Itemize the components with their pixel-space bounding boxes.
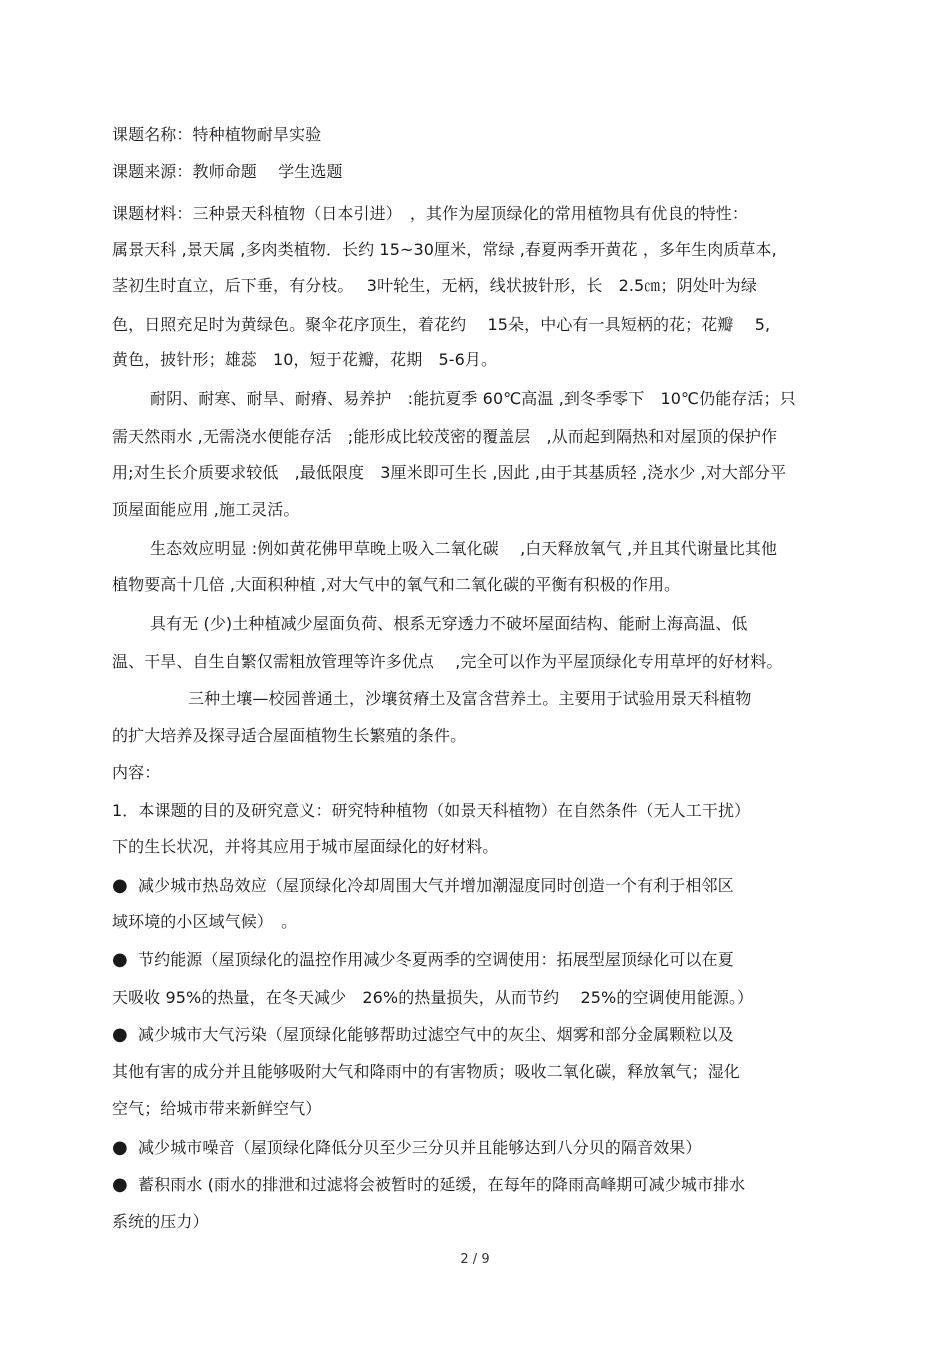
- list-item-text: 减少城市噪音（屋顶绿化降低分贝至少三分贝并且能够达到八分贝的隔音效果）: [138, 1138, 702, 1157]
- text-line: 生态效应明显 :例如黄花佛甲草晚上吸入二氧化碳 ,白天释放氧气 ,并且其代谢量比其他: [150, 539, 778, 558]
- text-line: 下的生长状况，并将其应用于城市屋面绿化的好材料。: [112, 837, 499, 856]
- text-line: 属景天科 ,景天属 ,多肉类植物．长约 15~30厘米，常绿 ,春夏两季开黄花 ，多年生肉质草本,: [112, 240, 777, 259]
- text-line: 用;对生长介质要求较低 ,最低限度 3厘米即可生长 ,因此 ,由于其基质轻 ,浇水少 ,对大部分平: [112, 463, 787, 482]
- text-line: 需天然雨水 ,无需浇水便能存活 ;能形成比较茂密的覆盖层 ,从而起到隔热和对屋顶的保护作: [112, 427, 778, 446]
- text-line: 天吸收 95%的热量，在冬天减少 26%的热量损失，从而节约 25%的空调使用能源。）: [112, 988, 754, 1007]
- list-item-text: 减少城市热岛效应（屋顶绿化冷却周围大气并增加潮湿度同时创造一个有利于相邻区: [138, 876, 734, 895]
- text-line: 空气；给城市带来新鲜空气）: [112, 1099, 322, 1118]
- text-line: 色，日照充足时为黄绿色。聚伞花序顶生，着花约 15朵，中心有一具短柄的花；花瓣 5,: [112, 315, 771, 334]
- list-item: [112, 1175, 745, 1195]
- text-line: 植物要高十几倍 ,大面积种植 ,对大气中的氧气和二氧化碳的平衡有积极的作用。: [112, 575, 681, 594]
- text-line: 黄色，披针形；雄蕊 10，短于花瓣，花期 5-6月。: [112, 350, 498, 369]
- bullet-icon: ●: [112, 1174, 128, 1195]
- text-line: 域环境的小区域气候） 。: [112, 912, 298, 931]
- list-item: [112, 950, 734, 970]
- topic-name: 课题名称：特种植物耐旱实验: [112, 125, 322, 144]
- bullet-icon: ●: [112, 875, 128, 896]
- list-item-text: 减少城市大气污染（屋顶绿化能够帮助过滤空气中的灰尘、烟雾和部分金属颗粒以及: [138, 1025, 734, 1044]
- text-line: 系统的压力）: [112, 1212, 209, 1231]
- text-line: 1．本课题的目的及研究意义：研究特种植物（如景天科植物）在自然条件（无人工干扰）: [112, 801, 751, 820]
- text-line: 三种土壤—校园普通土，沙壤贫瘠土及富含营养土。主要用于试验用景天科植物: [188, 689, 752, 708]
- list-item: [112, 1138, 702, 1158]
- topic-source: 课题来源：教师命题 学生选题: [112, 162, 343, 181]
- bullet-icon: ●: [112, 1137, 128, 1158]
- section-heading: 内容：: [112, 763, 161, 782]
- text-line: 具有无 (少)土种植减少屋面负荷、根系无穿透力不破坏屋面结构、能耐上海高温、低: [150, 614, 748, 633]
- list-item: [112, 876, 734, 896]
- text-line: 茎初生时直立，后下垂，有分枝。 3叶轮生，无柄，线状披针形，长 2.5㎝；阴处叶为绿: [112, 276, 758, 295]
- topic-materials: 课题材料：三种景天科植物（日本引进） ，其作为屋顶绿化的常用植物具有优良的特性：: [112, 204, 749, 223]
- list-item: [112, 1025, 734, 1045]
- text-line: 顶屋面能应用 ,施工灵活。: [112, 500, 300, 519]
- text-line: 温、干旱、自生自繁仅需粗放管理等许多优点 ,完全可以作为平屋顶绿化专用草坪的好材料。: [112, 652, 783, 671]
- text-line: 耐阴、耐寒、耐旱、耐瘠、易养护 :能抗夏季 60℃高温 ,到冬季零下 10℃仍能存活；只: [150, 389, 796, 408]
- list-item-text: 蓄积雨水 (雨水的排泄和过滤将会被暂时的延缓，在每年的降雨高峰期可减少城市排水: [138, 1175, 746, 1194]
- list-item-text: 节约能源（屋顶绿化的温控作用减少冬夏两季的空调使用：拓展型屋顶绿化可以在夏: [138, 950, 734, 969]
- bullet-icon: ●: [112, 949, 128, 970]
- text-line: 其他有害的成分并且能够吸附大气和降雨中的有害物质；吸收二氧化碳，释放氧气；湿化: [112, 1062, 740, 1081]
- text-line: 的扩大培养及探寻适合屋面植物生长繁殖的条件。: [112, 726, 467, 745]
- bullet-icon: ●: [112, 1024, 128, 1045]
- page-number: 2 / 9: [460, 1252, 490, 1267]
